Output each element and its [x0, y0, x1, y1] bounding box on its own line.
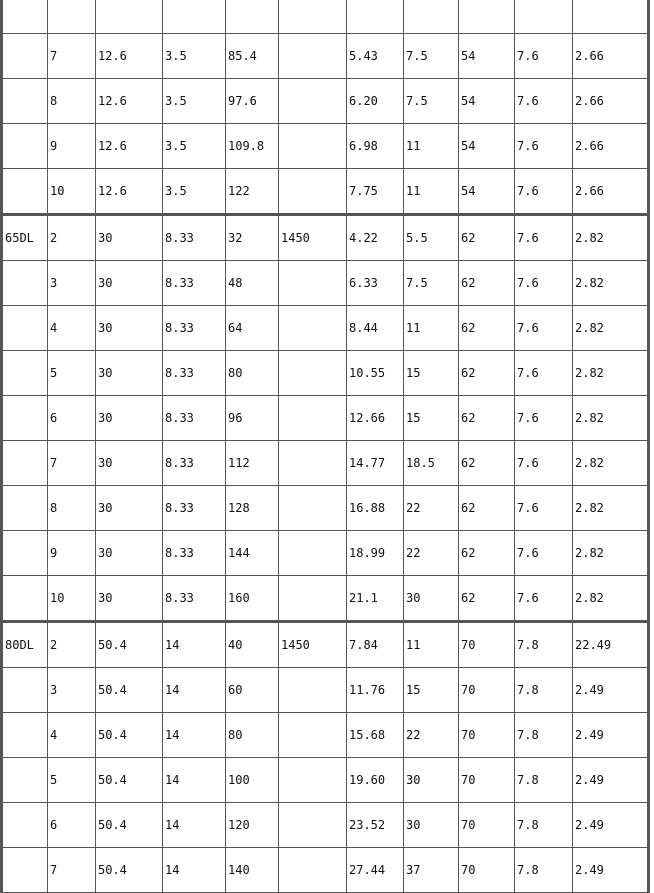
shaft-power-cell: 15.68 [347, 713, 404, 758]
npsh-cell: 7.8 [515, 622, 573, 668]
flow-ls-cell: 8.33 [163, 261, 226, 306]
flow-ls-cell: 3.5 [163, 169, 226, 215]
weight-cell: 2.49 [573, 758, 649, 803]
flow-ls-cell: 8.33 [163, 486, 226, 531]
motor-power-cell: 22 [404, 531, 459, 576]
motor-power-cell: 11 [404, 124, 459, 169]
npsh-cell: 7.6 [515, 441, 573, 486]
speed-cell [279, 803, 347, 848]
stages-cell: 8 [48, 486, 96, 531]
table-row [2, 169, 649, 215]
speed-cell [279, 169, 347, 215]
speed-cell [279, 351, 347, 396]
efficiency-cell: 70 [459, 713, 515, 758]
stages-cell: 8 [48, 79, 96, 124]
npsh-cell: 7.6 [515, 531, 573, 576]
model-cell [2, 396, 48, 441]
head-cell: 112 [226, 441, 279, 486]
flow-m3h-cell: 50.4 [96, 668, 163, 713]
motor-power-cell: 7.5 [404, 34, 459, 79]
stages-cell: 10 [48, 169, 96, 215]
weight-cell [573, 0, 649, 34]
table-row [2, 34, 649, 79]
weight-cell: 2.66 [573, 79, 649, 124]
motor-power-cell: 11 [404, 169, 459, 215]
table-row [2, 486, 649, 531]
table-row [2, 441, 649, 486]
model-cell [2, 803, 48, 848]
flow-ls-cell: 8.33 [163, 441, 226, 486]
model-cell [2, 486, 48, 531]
npsh-cell: 7.6 [515, 306, 573, 351]
model-cell: 80DL [2, 622, 48, 668]
stages-cell [48, 0, 96, 34]
motor-power-cell: 11 [404, 306, 459, 351]
head-cell: 100 [226, 758, 279, 803]
shaft-power-cell: 7.84 [347, 622, 404, 668]
table-row [2, 79, 649, 124]
stages-cell: 2 [48, 622, 96, 668]
head-cell: 80 [226, 351, 279, 396]
stages-cell: 5 [48, 758, 96, 803]
motor-power-cell: 7.5 [404, 79, 459, 124]
flow-m3h-cell: 50.4 [96, 848, 163, 893]
npsh-cell: 7.6 [515, 79, 573, 124]
weight-cell: 2.82 [573, 441, 649, 486]
flow-ls-cell: 14 [163, 848, 226, 893]
head-cell: 122 [226, 169, 279, 215]
flow-ls-cell: 3.5 [163, 79, 226, 124]
weight-cell: 2.66 [573, 169, 649, 215]
model-cell [2, 531, 48, 576]
efficiency-cell: 62 [459, 261, 515, 306]
flow-m3h-cell: 30 [96, 215, 163, 261]
efficiency-cell: 54 [459, 34, 515, 79]
npsh-cell: 7.8 [515, 713, 573, 758]
weight-cell: 2.82 [573, 306, 649, 351]
shaft-power-cell: 6.20 [347, 79, 404, 124]
speed-cell [279, 0, 347, 34]
head-cell: 80 [226, 713, 279, 758]
npsh-cell: 7.6 [515, 576, 573, 622]
motor-power-cell: 30 [404, 803, 459, 848]
table-row [2, 622, 649, 668]
flow-m3h-cell: 50.4 [96, 622, 163, 668]
weight-cell: 2.49 [573, 803, 649, 848]
npsh-cell [515, 0, 573, 34]
model-cell [2, 713, 48, 758]
flow-m3h-cell: 30 [96, 351, 163, 396]
efficiency-cell: 54 [459, 79, 515, 124]
shaft-power-cell: 21.1 [347, 576, 404, 622]
shaft-power-cell: 5.43 [347, 34, 404, 79]
efficiency-cell: 70 [459, 758, 515, 803]
motor-power-cell: 15 [404, 396, 459, 441]
efficiency-cell: 62 [459, 215, 515, 261]
shaft-power-cell: 19.60 [347, 758, 404, 803]
weight-cell: 2.66 [573, 34, 649, 79]
model-cell [2, 0, 48, 34]
motor-power-cell: 15 [404, 668, 459, 713]
table-row [2, 261, 649, 306]
npsh-cell: 7.6 [515, 486, 573, 531]
stages-cell: 4 [48, 713, 96, 758]
efficiency-cell: 54 [459, 169, 515, 215]
weight-cell: 2.82 [573, 486, 649, 531]
motor-power-cell: 22 [404, 713, 459, 758]
flow-ls-cell: 14 [163, 668, 226, 713]
shaft-power-cell: 18.99 [347, 531, 404, 576]
speed-cell [279, 531, 347, 576]
stages-cell: 7 [48, 34, 96, 79]
model-cell [2, 306, 48, 351]
stages-cell: 9 [48, 124, 96, 169]
shaft-power-cell: 8.44 [347, 306, 404, 351]
flow-m3h-cell: 30 [96, 441, 163, 486]
flow-m3h-cell: 50.4 [96, 758, 163, 803]
flow-m3h-cell: 12.6 [96, 169, 163, 215]
motor-power-cell: 7.5 [404, 261, 459, 306]
shaft-power-cell: 11.76 [347, 668, 404, 713]
head-cell: 40 [226, 622, 279, 668]
stages-cell: 3 [48, 261, 96, 306]
speed-cell [279, 79, 347, 124]
efficiency-cell: 62 [459, 351, 515, 396]
shaft-power-cell: 6.33 [347, 261, 404, 306]
head-cell: 128 [226, 486, 279, 531]
shaft-power-cell: 16.88 [347, 486, 404, 531]
stages-cell: 7 [48, 848, 96, 893]
efficiency-cell: 54 [459, 124, 515, 169]
weight-cell: 22.49 [573, 622, 649, 668]
weight-cell: 2.82 [573, 261, 649, 306]
shaft-power-cell: 6.98 [347, 124, 404, 169]
motor-power-cell [404, 0, 459, 34]
efficiency-cell: 62 [459, 486, 515, 531]
model-cell [2, 576, 48, 622]
table-row [2, 531, 649, 576]
head-cell: 32 [226, 215, 279, 261]
efficiency-cell: 70 [459, 848, 515, 893]
weight-cell: 2.82 [573, 576, 649, 622]
flow-ls-cell [163, 0, 226, 34]
npsh-cell: 7.6 [515, 396, 573, 441]
flow-ls-cell: 8.33 [163, 576, 226, 622]
motor-power-cell: 18.5 [404, 441, 459, 486]
motor-power-cell: 11 [404, 622, 459, 668]
weight-cell: 2.49 [573, 848, 649, 893]
npsh-cell: 7.8 [515, 668, 573, 713]
model-cell [2, 351, 48, 396]
npsh-cell: 7.8 [515, 803, 573, 848]
head-cell: 97.6 [226, 79, 279, 124]
head-cell: 144 [226, 531, 279, 576]
flow-m3h-cell [96, 0, 163, 34]
flow-m3h-cell: 50.4 [96, 803, 163, 848]
table-row [2, 576, 649, 622]
head-cell: 48 [226, 261, 279, 306]
speed-cell: 1450 [279, 215, 347, 261]
efficiency-cell: 62 [459, 531, 515, 576]
model-cell [2, 79, 48, 124]
motor-power-cell: 30 [404, 758, 459, 803]
stages-cell: 5 [48, 351, 96, 396]
head-cell: 109.8 [226, 124, 279, 169]
flow-ls-cell: 14 [163, 758, 226, 803]
model-cell [2, 441, 48, 486]
shaft-power-cell: 4.22 [347, 215, 404, 261]
table-row [2, 215, 649, 261]
head-cell: 140 [226, 848, 279, 893]
motor-power-cell: 30 [404, 576, 459, 622]
stages-cell: 2 [48, 215, 96, 261]
motor-power-cell: 37 [404, 848, 459, 893]
motor-power-cell: 22 [404, 486, 459, 531]
flow-ls-cell: 8.33 [163, 215, 226, 261]
weight-cell: 2.82 [573, 396, 649, 441]
model-cell [2, 848, 48, 893]
speed-cell [279, 396, 347, 441]
flow-m3h-cell: 30 [96, 576, 163, 622]
flow-ls-cell: 3.5 [163, 34, 226, 79]
efficiency-cell: 62 [459, 306, 515, 351]
flow-m3h-cell: 30 [96, 531, 163, 576]
npsh-cell: 7.6 [515, 261, 573, 306]
flow-ls-cell: 3.5 [163, 124, 226, 169]
speed-cell [279, 34, 347, 79]
stages-cell: 3 [48, 668, 96, 713]
npsh-cell: 7.8 [515, 758, 573, 803]
npsh-cell: 7.6 [515, 124, 573, 169]
flow-m3h-cell: 50.4 [96, 713, 163, 758]
efficiency-cell: 62 [459, 441, 515, 486]
head-cell: 85.4 [226, 34, 279, 79]
shaft-power-cell: 23.52 [347, 803, 404, 848]
efficiency-cell: 70 [459, 622, 515, 668]
table-row [2, 758, 649, 803]
model-cell [2, 124, 48, 169]
table-row [2, 124, 649, 169]
efficiency-cell: 62 [459, 576, 515, 622]
table-row [2, 668, 649, 713]
stages-cell: 9 [48, 531, 96, 576]
speed-cell: 1450 [279, 622, 347, 668]
flow-m3h-cell: 30 [96, 306, 163, 351]
speed-cell [279, 576, 347, 622]
table-row [2, 848, 649, 893]
shaft-power-cell: 10.55 [347, 351, 404, 396]
speed-cell [279, 306, 347, 351]
table-row [2, 803, 649, 848]
model-cell: 65DL [2, 215, 48, 261]
speed-cell [279, 124, 347, 169]
stages-cell: 6 [48, 803, 96, 848]
npsh-cell: 7.6 [515, 351, 573, 396]
flow-ls-cell: 8.33 [163, 351, 226, 396]
shaft-power-cell: 27.44 [347, 848, 404, 893]
table-row [2, 713, 649, 758]
npsh-cell: 7.6 [515, 169, 573, 215]
flow-m3h-cell: 30 [96, 486, 163, 531]
efficiency-cell: 70 [459, 803, 515, 848]
flow-m3h-cell: 12.6 [96, 34, 163, 79]
head-cell [226, 0, 279, 34]
head-cell: 120 [226, 803, 279, 848]
speed-cell [279, 261, 347, 306]
speed-cell [279, 486, 347, 531]
weight-cell: 2.82 [573, 531, 649, 576]
flow-ls-cell: 14 [163, 622, 226, 668]
flow-m3h-cell: 12.6 [96, 124, 163, 169]
speed-cell [279, 713, 347, 758]
table-body [2, 0, 649, 893]
npsh-cell: 7.6 [515, 215, 573, 261]
flow-m3h-cell: 30 [96, 396, 163, 441]
flow-m3h-cell: 12.6 [96, 79, 163, 124]
stages-cell: 6 [48, 396, 96, 441]
motor-power-cell: 5.5 [404, 215, 459, 261]
shaft-power-cell: 7.75 [347, 169, 404, 215]
motor-power-cell: 15 [404, 351, 459, 396]
model-cell [2, 758, 48, 803]
efficiency-cell: 70 [459, 668, 515, 713]
model-cell [2, 169, 48, 215]
model-cell [2, 261, 48, 306]
speed-cell [279, 758, 347, 803]
shaft-power-cell: 14.77 [347, 441, 404, 486]
flow-ls-cell: 8.33 [163, 531, 226, 576]
stages-cell: 10 [48, 576, 96, 622]
npsh-cell: 7.6 [515, 34, 573, 79]
flow-ls-cell: 14 [163, 713, 226, 758]
weight-cell: 2.82 [573, 351, 649, 396]
head-cell: 60 [226, 668, 279, 713]
flow-ls-cell: 8.33 [163, 396, 226, 441]
stages-cell: 4 [48, 306, 96, 351]
speed-cell [279, 848, 347, 893]
table-row [2, 396, 649, 441]
shaft-power-cell: 12.66 [347, 396, 404, 441]
weight-cell: 2.82 [573, 215, 649, 261]
table-row [2, 0, 649, 34]
table-row [2, 306, 649, 351]
model-cell [2, 34, 48, 79]
efficiency-cell: 62 [459, 396, 515, 441]
flow-ls-cell: 8.33 [163, 306, 226, 351]
model-cell [2, 668, 48, 713]
speed-cell [279, 441, 347, 486]
weight-cell: 2.49 [573, 713, 649, 758]
flow-m3h-cell: 30 [96, 261, 163, 306]
weight-cell: 2.49 [573, 668, 649, 713]
speed-cell [279, 668, 347, 713]
head-cell: 64 [226, 306, 279, 351]
efficiency-cell [459, 0, 515, 34]
weight-cell: 2.66 [573, 124, 649, 169]
table-row [2, 351, 649, 396]
head-cell: 160 [226, 576, 279, 622]
stages-cell: 7 [48, 441, 96, 486]
head-cell: 96 [226, 396, 279, 441]
npsh-cell: 7.8 [515, 848, 573, 893]
flow-ls-cell: 14 [163, 803, 226, 848]
shaft-power-cell [347, 0, 404, 34]
